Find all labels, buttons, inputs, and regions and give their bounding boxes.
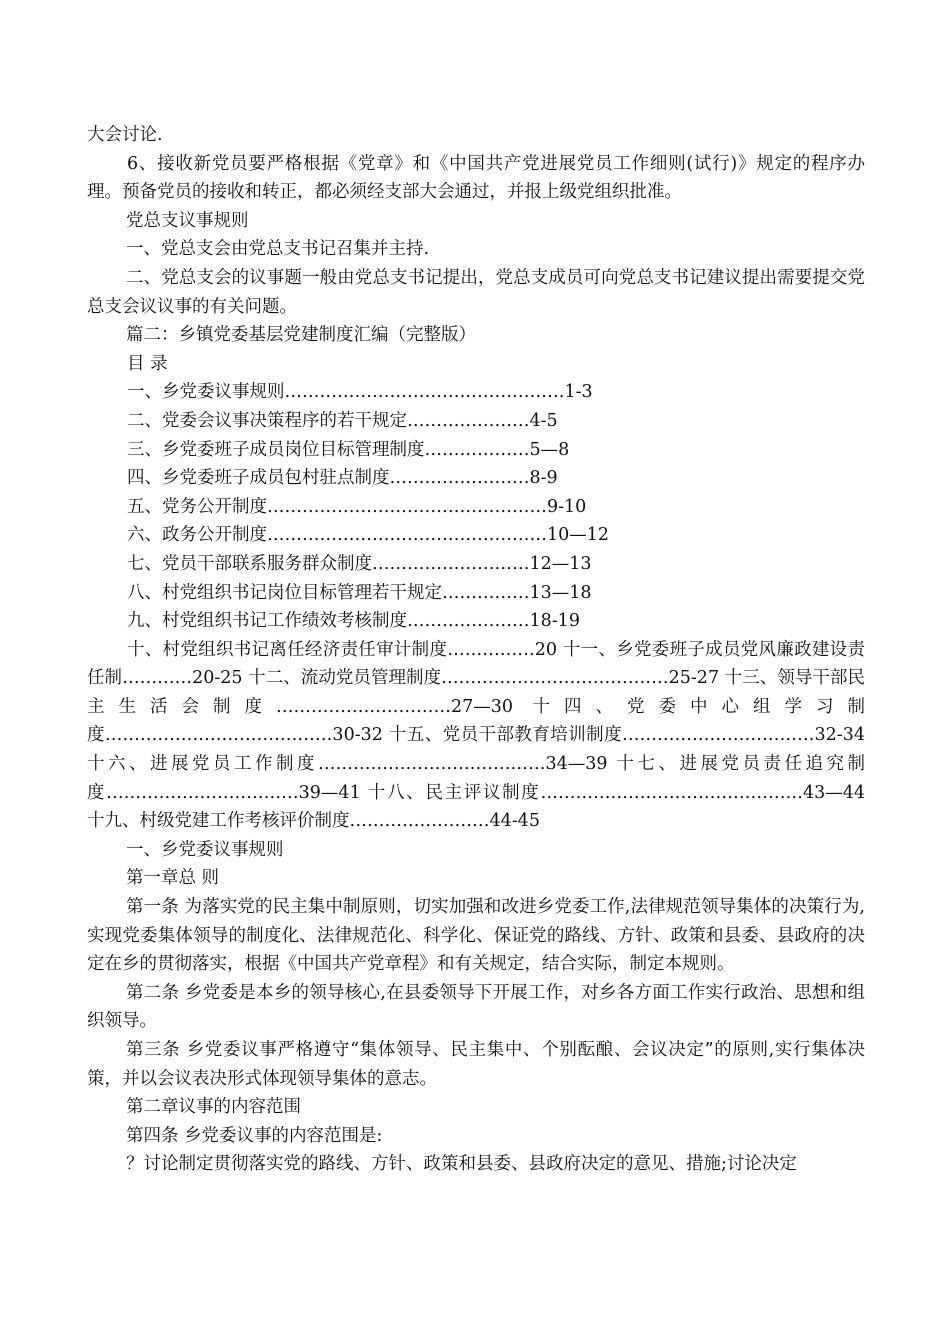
toc-item: 九、村党组织书记工作绩效考核制度…………………18-19 xyxy=(127,611,580,632)
toc-item: 四、乡党委班子成员包村驻点制度……………………8-9 xyxy=(127,468,558,489)
article-paragraph: 第一条 为落实党的民主集中制原则，切实加强和改进乡党委工作,法律规范领导集体的决策行为,实现党委集体领导的制度化、法律规范化、科学化、保证党的路线、方针、政策和县委、县政府的决定在乡的贯彻落实，根据《中国共产党章程》和有关规定，结合实际，制定本规则。 xyxy=(87,897,865,975)
toc-item: 六、政务公开制度…………………………………………10—12 xyxy=(127,525,610,546)
chapter-heading: 第二章议事的内容范围 xyxy=(126,1097,301,1118)
toc-item-run-on: 十、村党组织书记离任经济责任审计制度……………20 十一、乡党委班子成员党风廉政建设责任制…………20-25 十二、流动党员管理制度…………………………………25-27 十三、领导干部民主生活会制度…………………………27—30 十四、党委中心组学习制度…………………………………30-32 十五、党员干部教育培训制度……………………………32-34 十六、进展党员工作制度…………………………………34—39 十七、进展党员责任追究制度……………………………39—41 十八、民主评议制度………………………………………43—44 十九、村级党建工作考核评价制度……………………44-45 xyxy=(87,639,865,832)
article-paragraph: ？讨论制定贯彻落实党的路线、方针、政策和县委、县政府决定的意见、措施;讨论决定 xyxy=(126,1154,797,1175)
article-paragraph: 第四条 乡党委议事的内容范围是: xyxy=(126,1125,383,1146)
section-heading: 党总支议事规则 xyxy=(126,210,249,231)
toc-item: 五、党务公开制度…………………………………………9-10 xyxy=(127,496,587,517)
article-paragraph: 第三条 乡党委议事严格遵守“集体领导、民主集中、个别酝酿、会议决定”的原则,实行集体决策，并以会议表决形式体现领导集体的意志。 xyxy=(87,1040,865,1089)
paragraph: 二、党总支会的议事题一般由党总支书记提出，党总支成员可向党总支书记建议提出需要提交党总支会议议事的有关问题。 xyxy=(87,267,865,317)
paragraph: 一、党总支会由党总支书记召集并主持. xyxy=(126,239,430,260)
toc-item: 二、党委会议事决策程序的若干规定…………………4-5 xyxy=(127,410,558,431)
toc-item: 八、村党组织书记岗位目标管理若干规定……………13—18 xyxy=(127,582,592,603)
chapter-heading: 第一章总 则 xyxy=(126,868,220,889)
toc-item: 一、乡党委议事规则…………………………………………1-3 xyxy=(127,382,593,403)
article-paragraph: 第二条 乡党委是本乡的领导核心,在县委领导下开展工作，对乡各方面工作实行政治、思想和组织领导。 xyxy=(87,982,865,1032)
paragraph: 大会讨论. xyxy=(87,125,163,145)
chapter-heading: 一、乡党委议事规则 xyxy=(126,839,284,860)
document-body xyxy=(87,121,865,1179)
toc-title: 目 录 xyxy=(127,353,168,374)
toc-item: 七、党员干部联系服务群众制度………………………12—13 xyxy=(127,553,592,574)
paragraph: 6、接收新党员要严格根据《党章》和《中国共产党进展党员工作细则(试行)》规定的程序办理。预备党员的接收和转正，都必须经支部大会通过，并报上级党组织批准。 xyxy=(87,153,865,203)
section-heading: 篇二：乡镇党委基层党建制度汇编（完整版） xyxy=(126,325,476,346)
toc-item: 三、乡党委班子成员岗位目标管理制度………………5—8 xyxy=(127,439,570,460)
